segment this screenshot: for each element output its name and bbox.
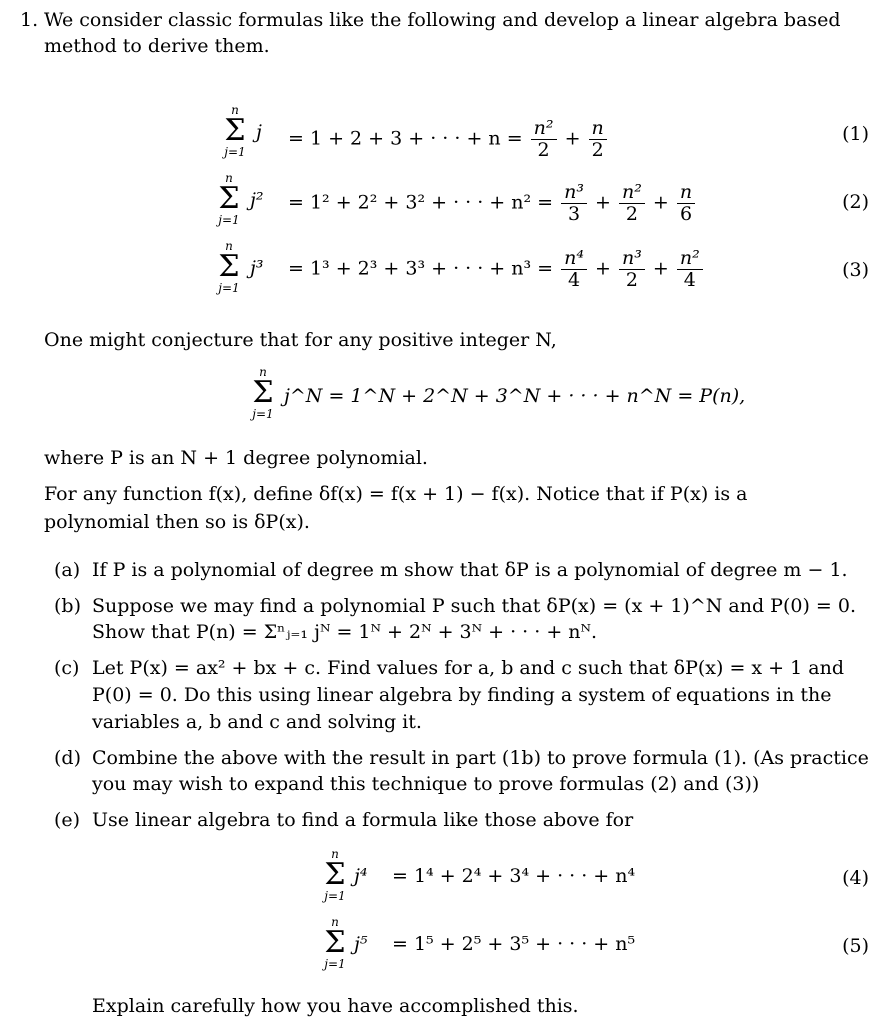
part-e-label: (e) — [54, 809, 81, 831]
plus-sign: + — [595, 191, 611, 214]
sum-upper: n — [331, 915, 339, 929]
sum-lower: j=1 — [324, 957, 346, 971]
where-text: where P is an N + 1 degree polynomial. — [44, 447, 428, 469]
sum-lower: j=1 — [252, 407, 274, 421]
eq3-frac-2: $\frac{\text{n³}}{2}$ — [619, 248, 645, 291]
part-d-label: (d) — [54, 747, 81, 769]
eq2-frac-2: $\frac{\text{n²}}{2}$ — [619, 182, 645, 225]
part-c-line-2: P(0) = 0. Do this using linear algebra by finding a system of equations in the — [92, 684, 832, 706]
problem-number: 1. — [20, 9, 39, 31]
eq1-rhs-text: = 1 + 2 + 3 + · · · + n = — [288, 127, 523, 150]
eq2-rhs — [288, 182, 697, 225]
plus-sign: + — [564, 127, 581, 150]
general-equation: j^N = 1^N + 2^N + 3^N + · · · + n^N = P(n), — [284, 385, 746, 407]
eq2-number: (2) — [842, 191, 869, 213]
summation-3 — [206, 240, 252, 294]
sum-upper: n — [231, 103, 239, 117]
plus-sign: + — [652, 257, 669, 280]
sigma-icon: Σ — [218, 181, 240, 216]
plus-sign: + — [595, 257, 611, 280]
eq4-number: (4) — [842, 867, 869, 889]
plus-sign: + — [652, 191, 669, 214]
sigma-icon: Σ — [324, 925, 346, 960]
eq2-frac-1: $\frac{\text{n³}}{3}$ — [561, 182, 587, 225]
eq2-frac-3: $\frac{n}{6}$ — [677, 182, 695, 225]
eq1-number: (1) — [842, 123, 869, 145]
part-e-line-1: Use linear algebra to find a formula like those above for — [92, 809, 634, 831]
intro-line-1: We consider classic formulas like the following and develop a linear algebra based — [44, 9, 841, 31]
eq2-rhs-text: = 1² + 2² + 3² + · · · + n² = — [288, 191, 554, 214]
eq4-rhs: = 1⁴ + 2⁴ + 3⁴ + · · · + n⁴ — [392, 865, 636, 887]
define-line-2: polynomial then so is δP(x). — [44, 511, 310, 533]
part-d-line-2: you may wish to expand this technique to prove formulas (2) and (3)) — [92, 773, 760, 795]
sigma-icon: Σ — [224, 113, 246, 148]
sum-lower: j=1 — [224, 145, 246, 159]
sum-upper: n — [331, 847, 339, 861]
summation-5 — [312, 916, 358, 970]
part-c-line-1: Let P(x) = ax² + bx + c. Find values for a, b and c such that δP(x) = x + 1 and — [92, 657, 844, 679]
part-b-label: (b) — [54, 595, 81, 617]
closing-text: Explain carefully how you have accomplished this. — [92, 995, 579, 1017]
eq5-number: (5) — [842, 935, 869, 957]
part-d-line-1: Combine the above with the result in part (1b) to prove formula (1). (As practice — [92, 747, 869, 769]
eq3-frac-1: $\frac{\text{n⁴}}{4}$ — [561, 248, 587, 291]
eq4-lhs-term: j⁴ — [354, 865, 368, 887]
sum-upper: n — [225, 239, 233, 253]
part-a-label: (a) — [54, 559, 81, 581]
summation-4 — [312, 848, 358, 902]
eq5-lhs-term: j⁵ — [354, 933, 368, 955]
sum-lower: j=1 — [218, 213, 240, 227]
eq1-frac-2: $\frac{n}{2}$ — [589, 118, 607, 161]
summation-2 — [206, 172, 252, 226]
eq3-rhs-text: = 1³ + 2³ + 3³ + · · · + n³ = — [288, 257, 554, 280]
sum-lower: j=1 — [218, 281, 240, 295]
summation-general — [240, 366, 286, 420]
eq1-rhs — [288, 118, 609, 161]
eq3-frac-3: $\frac{\text{n²}}{4}$ — [677, 248, 703, 291]
eq2-lhs-term: j² — [250, 189, 264, 211]
eq3-lhs-term: j³ — [250, 257, 264, 279]
eq3-number: (3) — [842, 259, 869, 281]
eq5-rhs: = 1⁵ + 2⁵ + 3⁵ + · · · + n⁵ — [392, 933, 636, 955]
sum-upper: n — [259, 365, 267, 379]
sigma-icon: Σ — [218, 249, 240, 284]
sum-lower: j=1 — [324, 889, 346, 903]
part-a-line-1: If P is a polynomial of degree m show that δP is a polynomial of degree m − 1. — [92, 559, 848, 581]
conjecture-text: One might conjecture that for any positive integer N, — [44, 329, 557, 351]
sigma-icon: Σ — [324, 857, 346, 892]
sum-upper: n — [225, 171, 233, 185]
eq1-frac-1: $\frac{\text{n²}}{2}$ — [531, 118, 557, 161]
part-c-line-3: variables a, b and c and solving it. — [92, 711, 422, 733]
part-b-line-1: Suppose we may find a polynomial P such that δP(x) = (x + 1)^N and P(0) = 0. — [92, 595, 856, 617]
intro-line-2: method to derive them. — [44, 35, 270, 57]
part-b-line-2: Show that P(n) = Σⁿⱼ₌₁ jᴺ = 1ᴺ + 2ᴺ + 3ᴺ + · · · + nᴺ. — [92, 621, 598, 643]
eq3-rhs — [288, 248, 705, 291]
sigma-icon: Σ — [252, 375, 274, 410]
eq1-lhs-term: j — [256, 121, 262, 143]
summation-1 — [212, 104, 258, 158]
define-line-1: For any function f(x), define δf(x) = f(x + 1) − f(x). Notice that if P(x) is a — [44, 483, 748, 505]
part-c-label: (c) — [54, 657, 80, 679]
